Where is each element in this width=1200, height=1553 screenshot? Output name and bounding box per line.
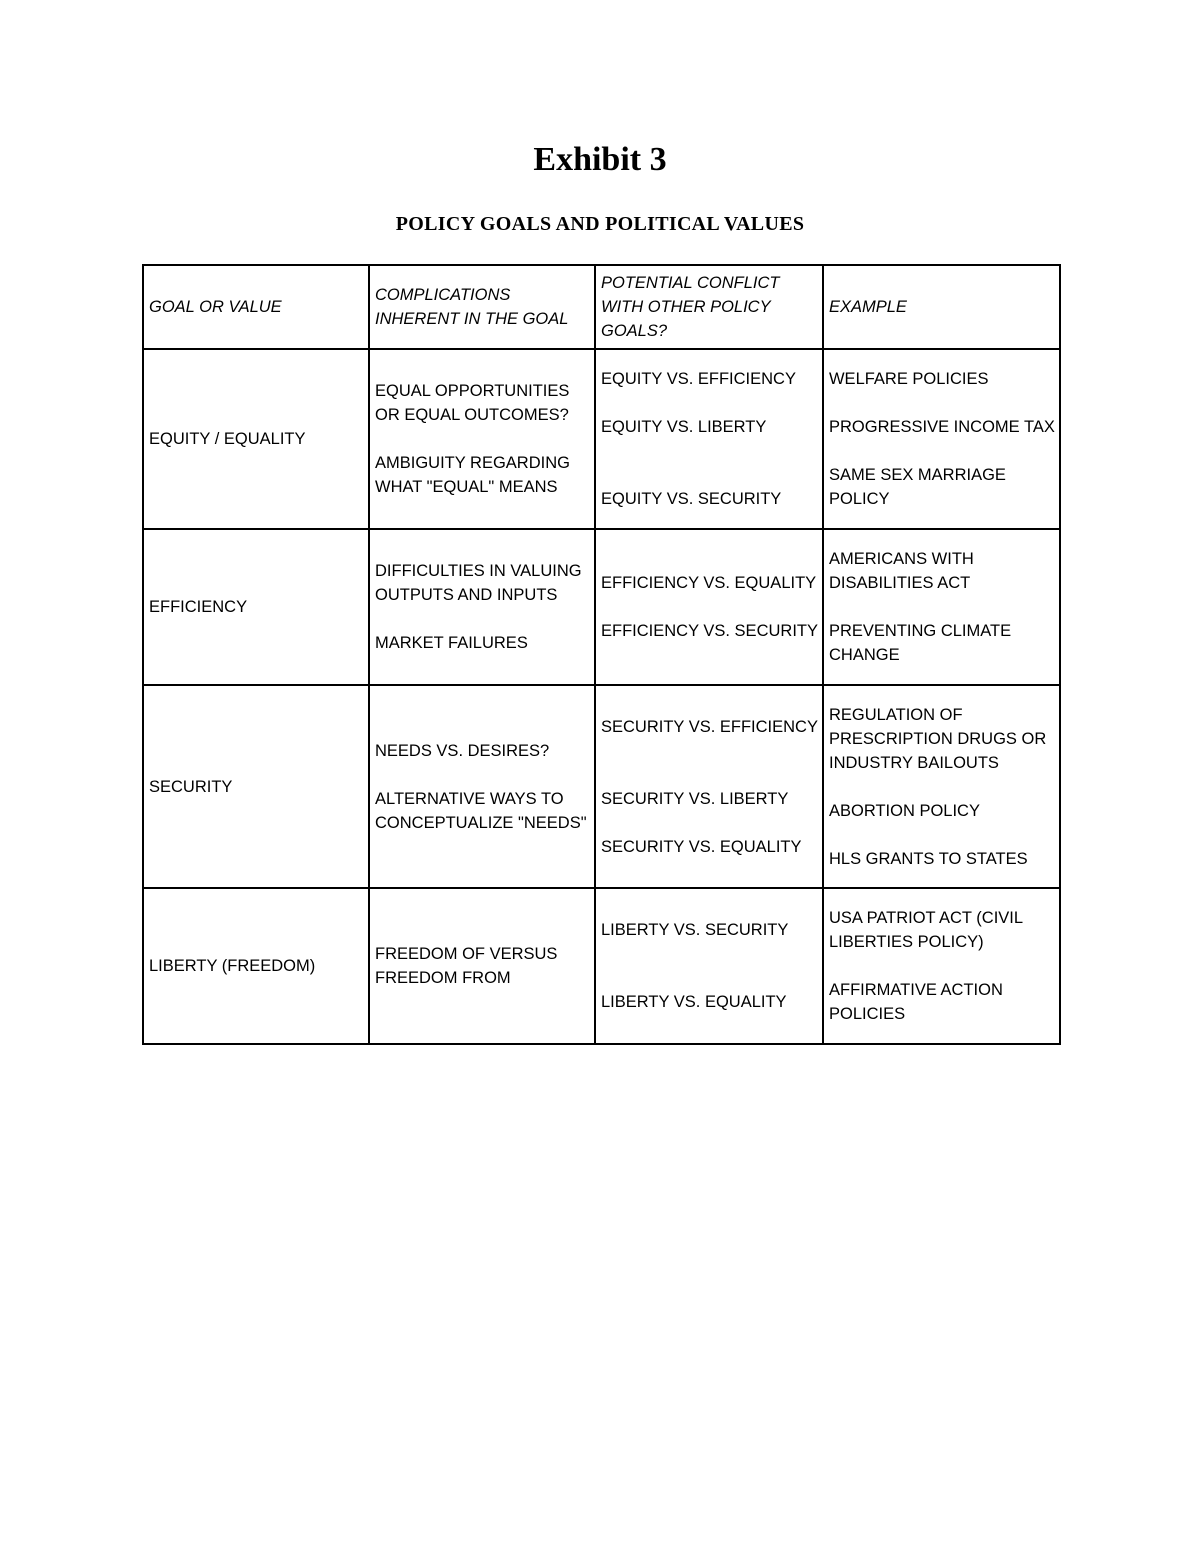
cell-text: SECURITY VS. EFFICIENCY [601,717,818,736]
cell-text: EFFICIENCY VS. SECURITY [601,622,818,640]
page-title: Exhibit 3 [533,141,667,178]
conflicts-cell [595,349,823,529]
cell-text: REGULATION OF [828,705,963,724]
complications-cell [369,349,595,529]
cell-text: POLICY [828,490,890,508]
page-subtitle: POLICY GOALS AND POLITICAL VALUES [395,213,805,235]
cell-text: WELFARE POLICIES [828,370,989,388]
goal-text: EQUITY / EQUALITY [149,430,306,448]
header-complications [369,265,595,349]
cell-text: AMBIGUITY REGARDING [375,454,570,472]
examples-cell [823,349,1060,529]
goal-cell [143,529,369,685]
policy-goals-table [142,264,1061,1045]
header-text: GOAL OR VALUE [149,298,282,316]
examples-cell [823,888,1060,1044]
header-text: WITH OTHER POLICY [601,298,771,316]
cell-text: EFFICIENCY VS. EQUALITY [601,574,817,592]
cell-text: USA PATRIOT ACT (CIVIL [828,909,1024,927]
cell-text: AFFIRMATIVE ACTION [828,981,1003,999]
cell-text: LIBERTIES POLICY) [828,933,984,951]
cell-text: LIBERTY VS. SECURITY [601,921,789,939]
header-text: EXAMPLE [828,298,907,316]
conflicts-cell [595,685,823,888]
goal-text: EFFICIENCY [149,598,248,616]
header-text: COMPLICATIONS [375,286,511,304]
header-potential-conflict [595,265,823,349]
conflicts-cell [595,888,823,1044]
cell-text: HLS GRANTS TO STATES [828,849,1028,868]
table-header-row [143,265,1060,349]
goal-cell [143,349,369,529]
goal-text: SECURITY [149,777,233,796]
complications-cell [369,888,595,1044]
cell-text: PREVENTING CLIMATE [828,622,1012,640]
header-text: GOALS? [601,322,668,340]
cell-text: ABORTION POLICY [828,801,980,820]
examples-cell [823,685,1060,888]
cell-text: CHANGE [828,646,900,664]
cell-text: PROGRESSIVE INCOME TAX [828,418,1055,436]
cell-text: FREEDOM FROM [375,969,511,987]
cell-text: WHAT "EQUAL" MEANS [375,478,558,496]
cell-text: EQUITY VS. LIBERTY [601,418,767,436]
cell-text: OR EQUAL OUTCOMES? [375,406,569,424]
complications-cell [369,685,595,888]
goal-cell [143,685,369,888]
cell-text: INDUSTRY BAILOUTS [828,753,999,772]
cell-text: AMERICANS WITH [828,550,974,568]
cell-text: SECURITY VS. EQUALITY [601,837,802,856]
examples-cell [823,529,1060,685]
cell-text: DISABILITIES ACT [828,574,971,592]
cell-text: LIBERTY VS. EQUALITY [601,993,787,1011]
cell-text: SAME SEX MARRIAGE [828,466,1006,484]
cell-text: SECURITY VS. LIBERTY [601,789,789,808]
table-row [143,685,1060,888]
goal-text: LIBERTY (FREEDOM) [149,957,316,975]
cell-text: POLICIES [828,1005,906,1023]
header-example [823,265,1060,349]
table-row [143,349,1060,529]
cell-text: FREEDOM OF VERSUS [375,945,558,963]
cell-text: EQUITY VS. EFFICIENCY [601,370,796,388]
cell-text: EQUAL OPPORTUNITIES [375,382,570,400]
table-row [143,529,1060,685]
conflicts-cell [595,529,823,685]
goal-cell [143,888,369,1044]
header-goal-or-value [143,265,369,349]
cell-text: OUTPUTS AND INPUTS [375,586,558,604]
cell-text: CONCEPTUALIZE "NEEDS" [375,813,587,832]
cell-text: DIFFICULTIES IN VALUING [375,562,582,580]
cell-text: MARKET FAILURES [375,634,528,652]
header-text: INHERENT IN THE GOAL [375,310,569,328]
cell-text: PRESCRIPTION DRUGS OR [828,729,1047,748]
header-text: POTENTIAL CONFLICT [601,274,780,292]
table-row [143,888,1060,1044]
complications-cell [369,529,595,685]
cell-text: ALTERNATIVE WAYS TO [375,789,564,808]
cell-text: NEEDS VS. DESIRES? [375,741,550,760]
cell-text: EQUITY VS. SECURITY [601,490,782,508]
